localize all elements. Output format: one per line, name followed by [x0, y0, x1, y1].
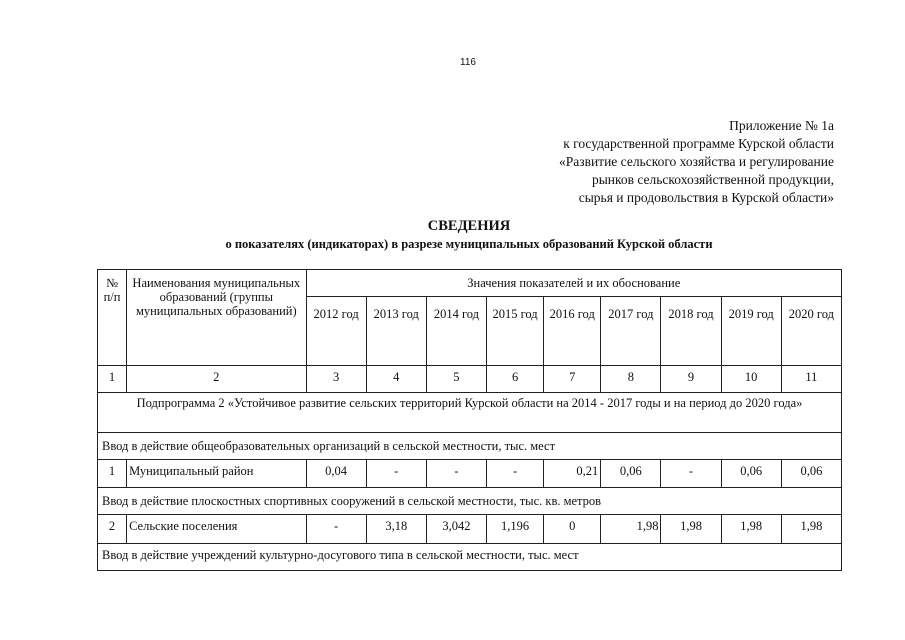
- section-title: Ввод в действие общеобразовательных организаций в сельской местности, тыс. мест: [98, 433, 842, 460]
- header-row: [98, 270, 842, 297]
- value-cell: 0,06: [721, 460, 781, 488]
- value-cell: 0,06: [601, 460, 661, 488]
- year-header: 2012 год: [306, 297, 366, 366]
- appendix-line: сырья и продовольствия в Курской области»: [578, 190, 834, 205]
- column-number: 10: [721, 366, 781, 393]
- year-header: 2020 год: [781, 297, 841, 366]
- section-title: Ввод в действие учреждений культурно-досугового типа в сельской местности, тыс. мест: [98, 544, 842, 571]
- year-header: 2013 год: [366, 297, 426, 366]
- column-numbers-row: [98, 366, 842, 393]
- value-cell: 1,98: [661, 515, 721, 544]
- section-row: [98, 488, 842, 515]
- section-row: [98, 433, 842, 460]
- value-cell: 1,98: [601, 515, 661, 544]
- year-header: 2014 год: [426, 297, 486, 366]
- subprogram-row: [98, 393, 842, 433]
- value-cell: -: [661, 460, 721, 488]
- subprogram-title: Подпрограмма 2 «Устойчивое развитие сельских территорий Курской области на 2014 - 2017 годы и на период до 2020 года»: [98, 393, 842, 433]
- column-number: 1: [98, 366, 127, 393]
- document-title: СВЕДЕНИЯ: [427, 218, 511, 234]
- year-header: 2018 год: [661, 297, 721, 366]
- column-number: 9: [661, 366, 721, 393]
- page-number: 116: [460, 57, 476, 68]
- col-header-values: Значения показателей и их обоснование: [306, 270, 841, 297]
- value-cell: -: [306, 515, 366, 544]
- col-header-name: Наименования муниципальных образований (группы муниципальных образований): [127, 270, 306, 366]
- value-cell: -: [487, 460, 544, 488]
- column-number: 3: [306, 366, 366, 393]
- section-title: Ввод в действие плоскостных спортивных сооружений в сельской местности, тыс. кв. метров: [98, 488, 842, 515]
- appendix-line: «Развитие сельского хозяйства и регулирование: [559, 154, 834, 169]
- value-cell: 1,98: [781, 515, 841, 544]
- row-name: Сельские поселения: [127, 515, 306, 544]
- col-header-no: № п/п: [98, 270, 127, 366]
- row-name: Муниципальный район: [127, 460, 306, 488]
- value-cell: 0,06: [781, 460, 841, 488]
- column-number: 6: [487, 366, 544, 393]
- column-number: 2: [127, 366, 306, 393]
- column-number: 11: [781, 366, 841, 393]
- indicators-table: [97, 269, 842, 571]
- value-cell: 0: [544, 515, 601, 544]
- value-cell: 1,196: [487, 515, 544, 544]
- value-cell: 0,21: [544, 460, 601, 488]
- value-cell: -: [426, 460, 486, 488]
- year-header: 2017 год: [601, 297, 661, 366]
- appendix-line: Приложение № 1а: [729, 118, 834, 133]
- table-row: [98, 515, 842, 544]
- year-header: 2016 год: [544, 297, 601, 366]
- value-cell: 3,18: [366, 515, 426, 544]
- appendix-line: к государственной программе Курской области: [563, 136, 834, 151]
- appendix-header: [470, 117, 834, 207]
- value-cell: -: [366, 460, 426, 488]
- section-row: [98, 544, 842, 571]
- year-header: 2019 год: [721, 297, 781, 366]
- row-number: 1: [98, 460, 127, 488]
- column-number: 4: [366, 366, 426, 393]
- column-number: 5: [426, 366, 486, 393]
- document-subtitle: о показателях (индикаторах) в разрезе муниципальных образований Курской области: [225, 237, 713, 251]
- year-header: 2015 год: [487, 297, 544, 366]
- value-cell: 0,04: [306, 460, 366, 488]
- value-cell: 1,98: [721, 515, 781, 544]
- value-cell: 3,042: [426, 515, 486, 544]
- table-row: [98, 460, 842, 488]
- column-number: 8: [601, 366, 661, 393]
- column-number: 7: [544, 366, 601, 393]
- appendix-line: рынков сельскохозяйственной продукции,: [591, 172, 834, 187]
- row-number: 2: [98, 515, 127, 544]
